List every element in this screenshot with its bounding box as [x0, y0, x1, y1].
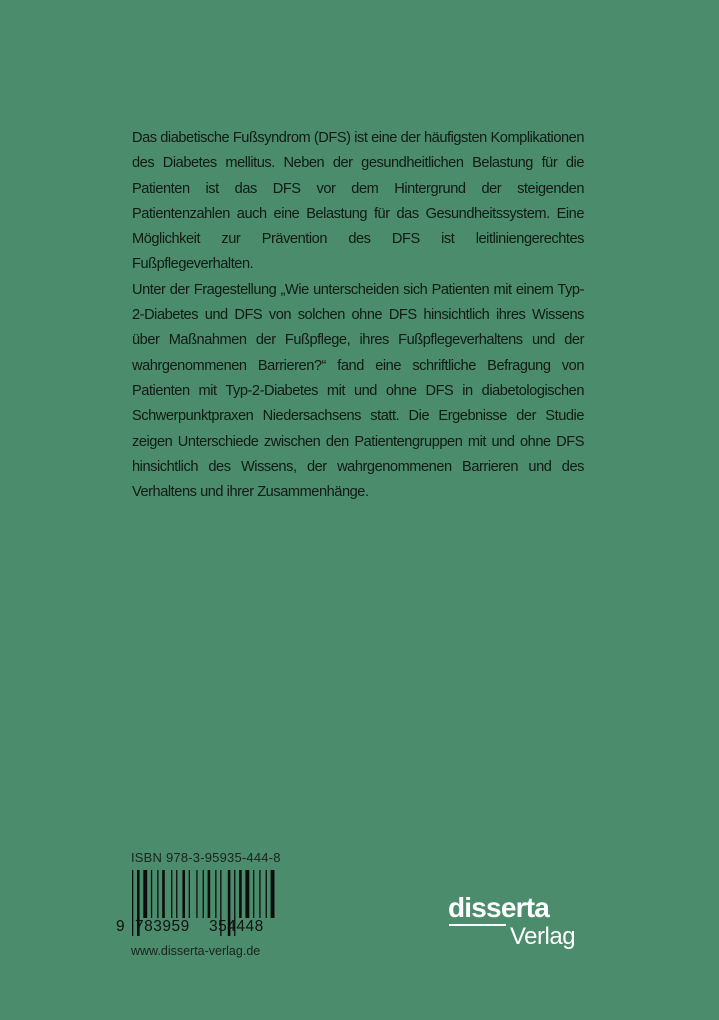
- barcode-digits-left: 783959: [135, 918, 190, 935]
- barcode-bar: [271, 870, 275, 918]
- barcode-bar: [162, 870, 165, 918]
- barcode-bar: [182, 870, 185, 918]
- barcode-bar: [143, 870, 147, 918]
- blurb-paragraph-1: Das diabetische Fußsyndrom (DFS) ist eine der häufigsten Komplikationen des Diabetes mellitus. Neben der gesundheitlichen Belastung für die Patienten ist das DFS vor dem Hintergrund der steigenden Patientenzahlen auch eine Belastung für das Gesundheitssystem. Eine Möglichkeit zur Prävention des DFS ist leitliniengerechtes Fußpflegeverhalten.: [132, 130, 584, 273]
- barcode-bar: [203, 870, 204, 918]
- barcode-bar: [208, 870, 211, 918]
- barcode-bar: [151, 870, 152, 918]
- barcode-bar: [245, 870, 249, 918]
- barcode-digits-right: 354448: [209, 918, 264, 935]
- blurb-paragraph-2: Unter der Fragestellung „Wie unterscheiden sich Patienten mit einem Typ-2-Diabetes und DFS von solchen ohne DFS hinsichtlich ihres Wissens über Maßnahmen der Fußpflege, ihres Fußpflegeverhaltens und der wahrgenommenen Barrieren?“ fand eine schriftliche Befragung von Patienten mit Typ-2-Diabetes mit und ohne DFS in diabetologischen Schwerpunktpraxen Niedersachsens statt. Die Ergebnisse der Studie zeigen Unterschiede zwischen den Patientengruppen mit und ohne DFS hinsichtlich des Wissens, der wahrgenommenen Barrieren und des Verhaltens und ihrer Zusammenhänge.: [132, 281, 584, 501]
- barcode-bar: [171, 870, 172, 918]
- barcode-bar: [157, 870, 158, 918]
- isbn-label: ISBN 978-3-95935-444-8: [131, 850, 281, 865]
- back-cover-blurb: [132, 126, 584, 505]
- publisher-website: www.disserta-verlag.de: [131, 944, 261, 958]
- barcode-bar: [239, 870, 242, 918]
- disserta-verlag-logo: [448, 893, 588, 965]
- barcode-bar: [176, 870, 177, 918]
- barcode-bar: [253, 870, 254, 918]
- barcode-bar: [259, 870, 260, 918]
- barcode-bar: [132, 870, 133, 936]
- logo-underline: [449, 924, 506, 926]
- logo-name-top: disserta: [448, 892, 549, 923]
- barcode-bar: [215, 870, 216, 918]
- barcode-bar: [196, 870, 197, 918]
- barcode-bar: [266, 870, 267, 918]
- barcode-bar: [189, 870, 190, 918]
- logo-name-bottom: Verlag: [510, 923, 576, 950]
- barcode-digit-first: 9: [116, 918, 126, 935]
